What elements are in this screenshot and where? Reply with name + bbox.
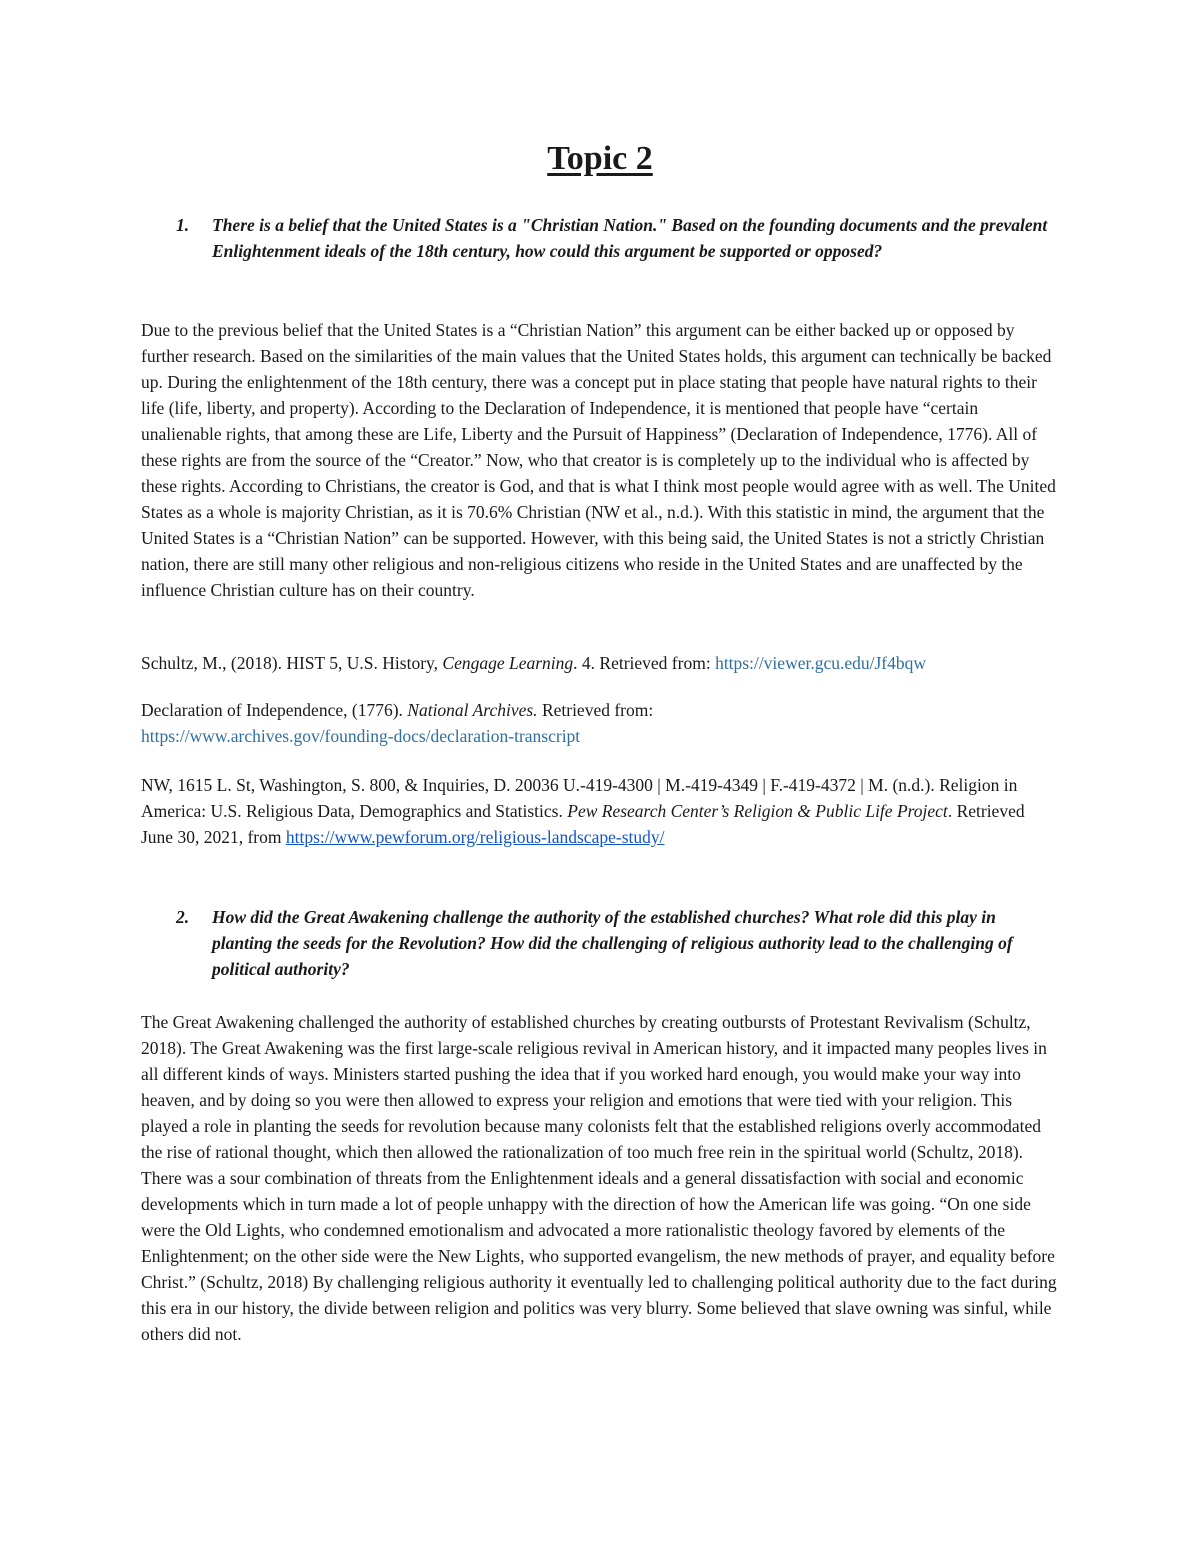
reference-schultz [141, 650, 1061, 676]
question-2-text: How did the Great Awakening challenge the authority of the established churches? What role did this play in planting the seeds for the Revolution? How did the challenging of religious authority lead to the challenging of political authority? [212, 907, 1013, 979]
reference-pew-suffix: . Retrieved June 30, 2021, from [141, 801, 1025, 847]
answer-2-paragraph: The Great Awakening challenged the authority of established churches by creating outbursts of Protestant Revivalism (Schultz, 2018). The Great Awakening was the first large-scale religious revival in American history, and it impacted many peoples lives in all different kinds of ways. Ministers started pushing the idea that if you worked hard enough, you would make your way into heaven, and by doing so you were then allowed to express your religion and emotions that were tied with your religion. This played a role in planting the seeds for revolution because many colonists felt that the established religions overly accommodated the rise of rational thought, which then allowed the rationalization of too much free rein in the spiritual world (Schultz, 2018). There was a sour combination of threats from the Enlightenment ideals and a general dissatisfaction with social and economic developments which in turn made a lot of people unhappy with the direction of how the American life was going. “On one side were the Old Lights, who condemned emotionalism and advocated a more rationalistic theology favored by elements of the Enlightenment; on the other side were the New Lights, who supported evangelism, the new methods of prayer, and equality before Christ.” (Schultz, 2018) By challenging religious authority it eventually led to challenging political authority due to the fact during this era in our history, the divide between religion and politics was very blurry. Some believed that slave owning was sinful, while others did not. [141, 1012, 1057, 1344]
question-1 [176, 212, 1052, 264]
reference-declaration [141, 697, 1061, 749]
reference-declaration-text: Declaration of Independence, (1776). [141, 700, 408, 720]
reference-declaration-link[interactable]: https://www.archives.gov/founding-docs/declaration-transcript [141, 726, 581, 746]
answer-1-paragraph: Due to the previous belief that the United States is a “Christian Nation” this argument can be either backed up or opposed by further research. Based on the similarities of the main values that the United States holds, this argument can technically be backed up. During the enlightenment of the 18th century, there was a concept put in place stating that people have natural rights to their life (life, liberty, and property). According to the Declaration of Independence, it is mentioned that people have “certain unalienable rights, that among these are Life, Liberty and the Pursuit of Happiness” (Declaration of Independence, 1776). All of these rights are from the source of the “Creator.” Now, who that creator is is completely up to the individual who is affected by these rights. According to Christians, the creator is God, and that is what I think most people would agree with as well. The United States as a whole is majority Christian, as it is 70.6% Christian (NW et al., n.d.). With this statistic in mind, the argument that the United States is a “Christian Nation” can be supported. However, with this being said, the United States is not a strictly Christian nation, there are still many other religious and non-religious citizens who reside in the United States and are unaffected by the influence Christian culture has on their country. [141, 320, 1056, 600]
reference-schultz-link[interactable]: https://viewer.gcu.edu/Jf4bqw [715, 653, 927, 673]
page-title: Topic 2 [547, 140, 653, 177]
reference-pew-publisher: Pew Research Center’s Religion & Public Life Project [567, 801, 948, 821]
question-1-number: 1. [176, 215, 190, 235]
reference-schultz-publisher: Cengage Learning [442, 653, 574, 673]
question-2 [176, 904, 1052, 982]
reference-pew-text: NW, 1615 L. St, Washington, S. 800, & Inquiries, D. 20036 U.-419-4300 | M.-419-4349 | F.-419-4372 | M. (n.d.). Religion in America: U.S. Religious Data, Demographics and Statistics. [141, 775, 1018, 821]
question-1-text: There is a belief that the United States is a "Christian Nation." Based on the founding documents and the prevalent Enlightenment ideals of the 18th century, how could this argument be supported or opposed? [212, 215, 1048, 261]
reference-pew-link[interactable]: https://www.pewforum.org/religious-landscape-study/ [285, 827, 665, 847]
question-2-number: 2. [176, 907, 190, 927]
reference-declaration-publisher: National Archives. [407, 700, 538, 720]
reference-schultz-suffix: . 4. Retrieved from: [573, 653, 716, 673]
reference-declaration-suffix: Retrieved from: [537, 700, 654, 720]
reference-pew [141, 772, 1061, 850]
reference-schultz-text: Schultz, M., (2018). HIST 5, U.S. History, [141, 653, 443, 673]
